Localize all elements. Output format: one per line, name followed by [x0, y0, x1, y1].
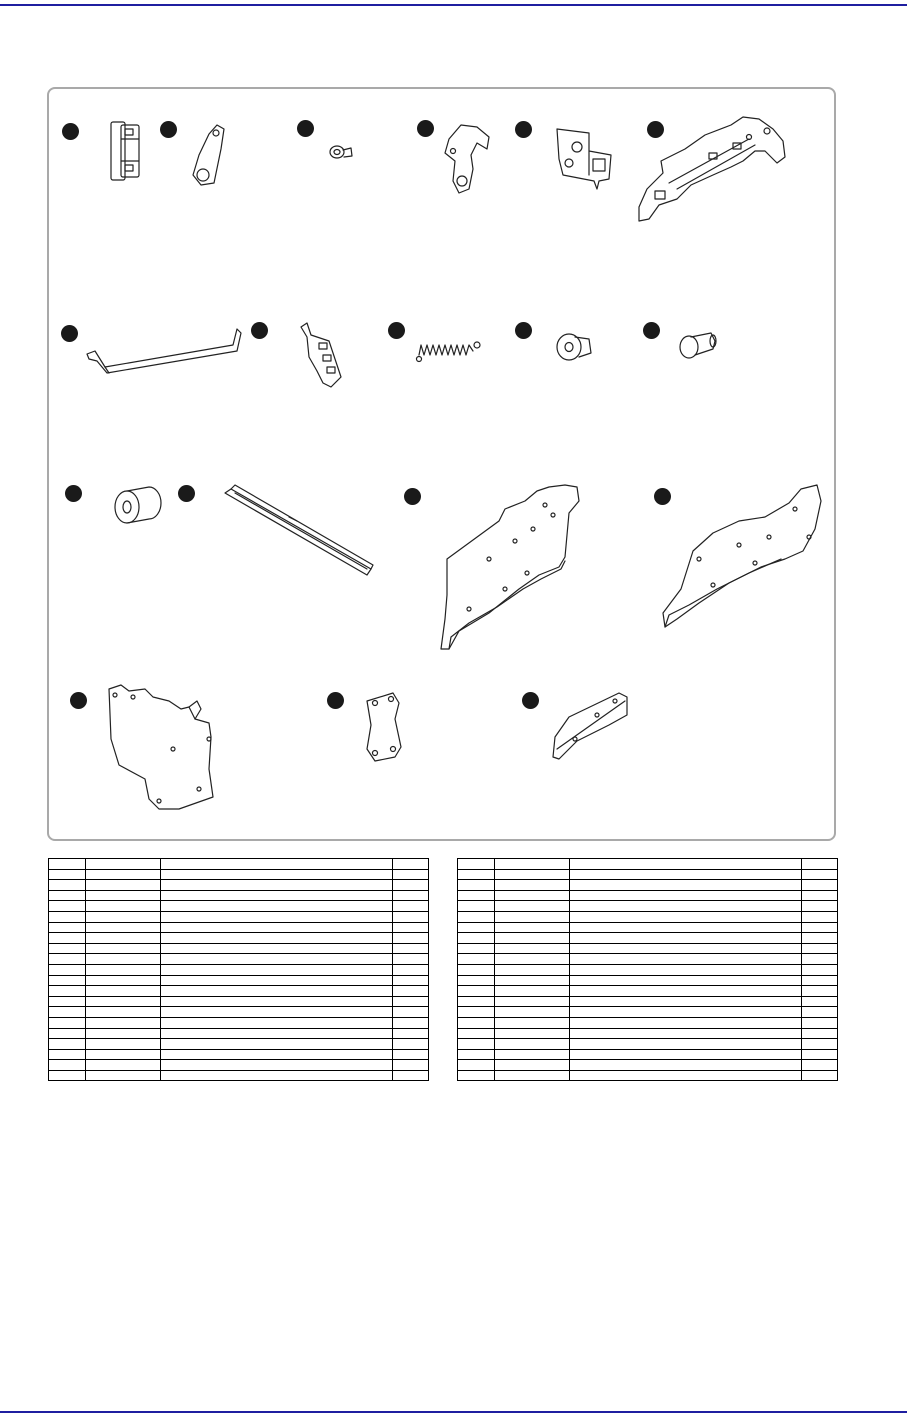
table-row — [49, 933, 429, 944]
table-row — [458, 975, 838, 986]
table-cell — [802, 1017, 838, 1028]
table-row — [49, 986, 429, 997]
table-cell — [86, 1017, 161, 1028]
table-cell — [161, 964, 393, 975]
table-cell — [802, 1070, 838, 1081]
table-cell — [49, 996, 86, 1007]
table-cell — [802, 954, 838, 965]
table-cell — [802, 943, 838, 954]
table-cell — [86, 859, 161, 870]
rivet-icon — [680, 333, 716, 358]
table-row — [49, 964, 429, 975]
table-row — [458, 859, 838, 870]
table-cell — [802, 975, 838, 986]
mount-bracket-icon — [367, 693, 401, 761]
table-row — [49, 869, 429, 880]
callout-15 — [654, 488, 671, 505]
table-cell — [393, 986, 429, 997]
table-cell — [49, 954, 86, 965]
table-cell — [495, 869, 570, 880]
table-cell — [458, 890, 495, 901]
table-cell — [495, 975, 570, 986]
parts-diagram — [47, 87, 836, 841]
table-cell — [49, 1028, 86, 1039]
roller-icon — [115, 487, 161, 523]
table-cell — [458, 922, 495, 933]
table-cell — [86, 1039, 161, 1050]
table-cell — [802, 859, 838, 870]
guide-plate-icon — [553, 693, 627, 759]
table-cell — [86, 1007, 161, 1018]
table-row — [458, 880, 838, 891]
table-cell — [86, 911, 161, 922]
table-cell — [458, 1070, 495, 1081]
table-row — [458, 869, 838, 880]
table-cell — [570, 933, 802, 944]
table-cell — [161, 890, 393, 901]
table-cell — [458, 869, 495, 880]
table-cell — [49, 901, 86, 912]
table-cell — [570, 1028, 802, 1039]
callout-7 — [61, 325, 78, 342]
table-cell — [49, 869, 86, 880]
bracket-block-icon — [557, 129, 611, 189]
table-cell — [570, 996, 802, 1007]
table-cell — [495, 1060, 570, 1071]
table-cell — [458, 1007, 495, 1018]
table-cell — [393, 880, 429, 891]
table-cell — [86, 1049, 161, 1060]
table-row — [49, 1007, 429, 1018]
callout-5 — [515, 121, 532, 138]
table-cell — [570, 1060, 802, 1071]
table-cell — [495, 922, 570, 933]
table-cell — [86, 986, 161, 997]
table-cell — [495, 901, 570, 912]
table-cell — [393, 964, 429, 975]
table-cell — [161, 943, 393, 954]
table-row — [49, 975, 429, 986]
footer-rule — [0, 1411, 907, 1413]
table-cell — [458, 901, 495, 912]
table-cell — [49, 1007, 86, 1018]
table-cell — [570, 911, 802, 922]
table-cell — [161, 975, 393, 986]
side-plate-right-icon — [663, 485, 821, 627]
callout-3 — [297, 120, 314, 137]
table-cell — [161, 859, 393, 870]
table-row — [458, 986, 838, 997]
table-cell — [393, 869, 429, 880]
table-cell — [49, 933, 86, 944]
clamp-icon — [301, 323, 341, 387]
callout-2 — [160, 121, 177, 138]
table-cell — [86, 964, 161, 975]
table-cell — [495, 986, 570, 997]
table-cell — [49, 986, 86, 997]
table-cell — [393, 933, 429, 944]
table-cell — [570, 943, 802, 954]
table-cell — [393, 1049, 429, 1060]
table-cell — [495, 1049, 570, 1060]
table-row — [49, 1017, 429, 1028]
callout-8 — [251, 322, 268, 339]
table-cell — [570, 859, 802, 870]
table-cell — [393, 943, 429, 954]
table-cell — [393, 859, 429, 870]
table-row — [49, 911, 429, 922]
table-cell — [161, 911, 393, 922]
table-cell — [393, 1017, 429, 1028]
table-row — [49, 901, 429, 912]
table-cell — [570, 964, 802, 975]
table-cell — [802, 1049, 838, 1060]
guide-rail-icon — [225, 485, 373, 575]
table-cell — [495, 1039, 570, 1050]
table-cell — [802, 986, 838, 997]
table-cell — [49, 1060, 86, 1071]
table-cell — [86, 996, 161, 1007]
header-rule — [0, 4, 907, 6]
table-cell — [86, 933, 161, 944]
table-cell — [495, 964, 570, 975]
callout-9 — [388, 322, 405, 339]
table-cell — [161, 880, 393, 891]
table-cell — [570, 901, 802, 912]
table-cell — [49, 1017, 86, 1028]
callout-18 — [522, 692, 539, 709]
table-cell — [495, 911, 570, 922]
table-row — [458, 1028, 838, 1039]
table-cell — [393, 954, 429, 965]
table-row — [458, 943, 838, 954]
table-cell — [161, 1070, 393, 1081]
table-cell — [49, 922, 86, 933]
table-cell — [49, 880, 86, 891]
table-cell — [570, 1049, 802, 1060]
table-row — [458, 1070, 838, 1081]
table-cell — [161, 901, 393, 912]
table-cell — [49, 890, 86, 901]
table-cell — [495, 1007, 570, 1018]
callout-11 — [643, 322, 660, 339]
table-cell — [570, 880, 802, 891]
callout-4 — [417, 120, 434, 137]
table-row — [49, 1060, 429, 1071]
table-cell — [802, 1039, 838, 1050]
table-row — [49, 890, 429, 901]
spring-icon — [417, 342, 481, 362]
table-cell — [49, 1070, 86, 1081]
table-row — [458, 890, 838, 901]
table-row — [458, 1017, 838, 1028]
table-cell — [802, 869, 838, 880]
table-cell — [570, 922, 802, 933]
table-row — [458, 1007, 838, 1018]
table-cell — [393, 1007, 429, 1018]
callout-14 — [404, 488, 421, 505]
table-cell — [393, 996, 429, 1007]
table-cell — [802, 890, 838, 901]
table-cell — [495, 890, 570, 901]
rod-icon — [87, 329, 241, 373]
table-cell — [161, 1028, 393, 1039]
table-row — [458, 996, 838, 1007]
table-row — [49, 1028, 429, 1039]
callout-17 — [327, 692, 344, 709]
table-cell — [49, 1049, 86, 1060]
table-cell — [458, 954, 495, 965]
table-row — [458, 964, 838, 975]
table-cell — [86, 890, 161, 901]
table-cell — [86, 1028, 161, 1039]
table-cell — [570, 1070, 802, 1081]
table-cell — [393, 1070, 429, 1081]
table-cell — [458, 933, 495, 944]
table-cell — [570, 1017, 802, 1028]
table-cell — [802, 880, 838, 891]
callout-16 — [70, 692, 87, 709]
table-cell — [495, 859, 570, 870]
table-row — [458, 922, 838, 933]
table-cell — [161, 922, 393, 933]
table-cell — [458, 1060, 495, 1071]
table-cell — [458, 1017, 495, 1028]
table-cell — [802, 922, 838, 933]
table-cell — [161, 996, 393, 1007]
table-cell — [49, 975, 86, 986]
table-row — [49, 996, 429, 1007]
table-cell — [161, 1017, 393, 1028]
callout-1 — [62, 123, 79, 140]
table-row — [458, 933, 838, 944]
cam-link-icon — [193, 125, 224, 185]
table-cell — [570, 1007, 802, 1018]
table-cell — [458, 880, 495, 891]
table-cell — [161, 933, 393, 944]
table-cell — [495, 954, 570, 965]
table-cell — [49, 911, 86, 922]
table-cell — [393, 1028, 429, 1039]
table-cell — [495, 933, 570, 944]
table-cell — [161, 1007, 393, 1018]
table-row — [458, 1039, 838, 1050]
table-cell — [161, 986, 393, 997]
table-cell — [86, 922, 161, 933]
table-row — [49, 922, 429, 933]
table-cell — [86, 1070, 161, 1081]
table-cell — [49, 859, 86, 870]
collar-pin-icon — [557, 334, 591, 360]
table-cell — [393, 975, 429, 986]
table-cell — [802, 964, 838, 975]
table-cell — [495, 880, 570, 891]
table-cell — [570, 1039, 802, 1050]
table-cell — [802, 1028, 838, 1039]
lever-plate-icon — [445, 125, 489, 193]
table-row — [458, 901, 838, 912]
table-cell — [495, 943, 570, 954]
table-cell — [161, 869, 393, 880]
table-cell — [393, 911, 429, 922]
table-cell — [86, 869, 161, 880]
table-row — [458, 954, 838, 965]
table-cell — [161, 954, 393, 965]
table-cell — [802, 901, 838, 912]
table-cell — [458, 986, 495, 997]
table-cell — [458, 859, 495, 870]
table-cell — [161, 1049, 393, 1060]
table-cell — [570, 986, 802, 997]
table-cell — [570, 954, 802, 965]
table-cell — [86, 943, 161, 954]
table-cell — [458, 1039, 495, 1050]
table-cell — [570, 975, 802, 986]
table-cell — [161, 1039, 393, 1050]
table-row — [458, 911, 838, 922]
side-plate-left-icon — [441, 485, 579, 649]
table-row — [49, 880, 429, 891]
table-cell — [393, 922, 429, 933]
table-cell — [495, 1070, 570, 1081]
table-row — [49, 954, 429, 965]
parts-table-left — [48, 858, 429, 1081]
table-cell — [458, 996, 495, 1007]
table-cell — [495, 1017, 570, 1028]
table-cell — [393, 901, 429, 912]
table-row — [458, 1060, 838, 1071]
table-cell — [86, 954, 161, 965]
table-cell — [49, 964, 86, 975]
table-cell — [86, 975, 161, 986]
table-cell — [458, 975, 495, 986]
slide-latch-icon — [111, 122, 139, 180]
table-row — [49, 1070, 429, 1081]
table-cell — [570, 869, 802, 880]
callout-13 — [178, 485, 195, 502]
screw-icon — [330, 146, 352, 158]
table-cell — [458, 964, 495, 975]
table-cell — [495, 996, 570, 1007]
table-cell — [802, 933, 838, 944]
table-row — [458, 1049, 838, 1060]
table-cell — [86, 1060, 161, 1071]
base-plate-icon — [109, 685, 213, 809]
callout-10 — [515, 322, 532, 339]
table-cell — [393, 890, 429, 901]
callout-12 — [65, 485, 82, 502]
table-cell — [161, 1060, 393, 1071]
table-row — [49, 859, 429, 870]
table-row — [49, 1039, 429, 1050]
table-cell — [458, 911, 495, 922]
table-cell — [393, 1060, 429, 1071]
table-cell — [49, 943, 86, 954]
table-cell — [393, 1039, 429, 1050]
table-cell — [802, 1007, 838, 1018]
table-cell — [86, 901, 161, 912]
table-cell — [570, 890, 802, 901]
table-cell — [495, 1028, 570, 1039]
table-cell — [49, 1039, 86, 1050]
table-row — [49, 943, 429, 954]
table-cell — [458, 1028, 495, 1039]
table-cell — [802, 996, 838, 1007]
parts-table-right — [457, 858, 838, 1081]
callout-6 — [647, 121, 664, 138]
table-cell — [458, 943, 495, 954]
table-cell — [802, 1060, 838, 1071]
table-cell — [802, 911, 838, 922]
table-row — [49, 1049, 429, 1060]
table-cell — [86, 880, 161, 891]
table-cell — [458, 1049, 495, 1060]
